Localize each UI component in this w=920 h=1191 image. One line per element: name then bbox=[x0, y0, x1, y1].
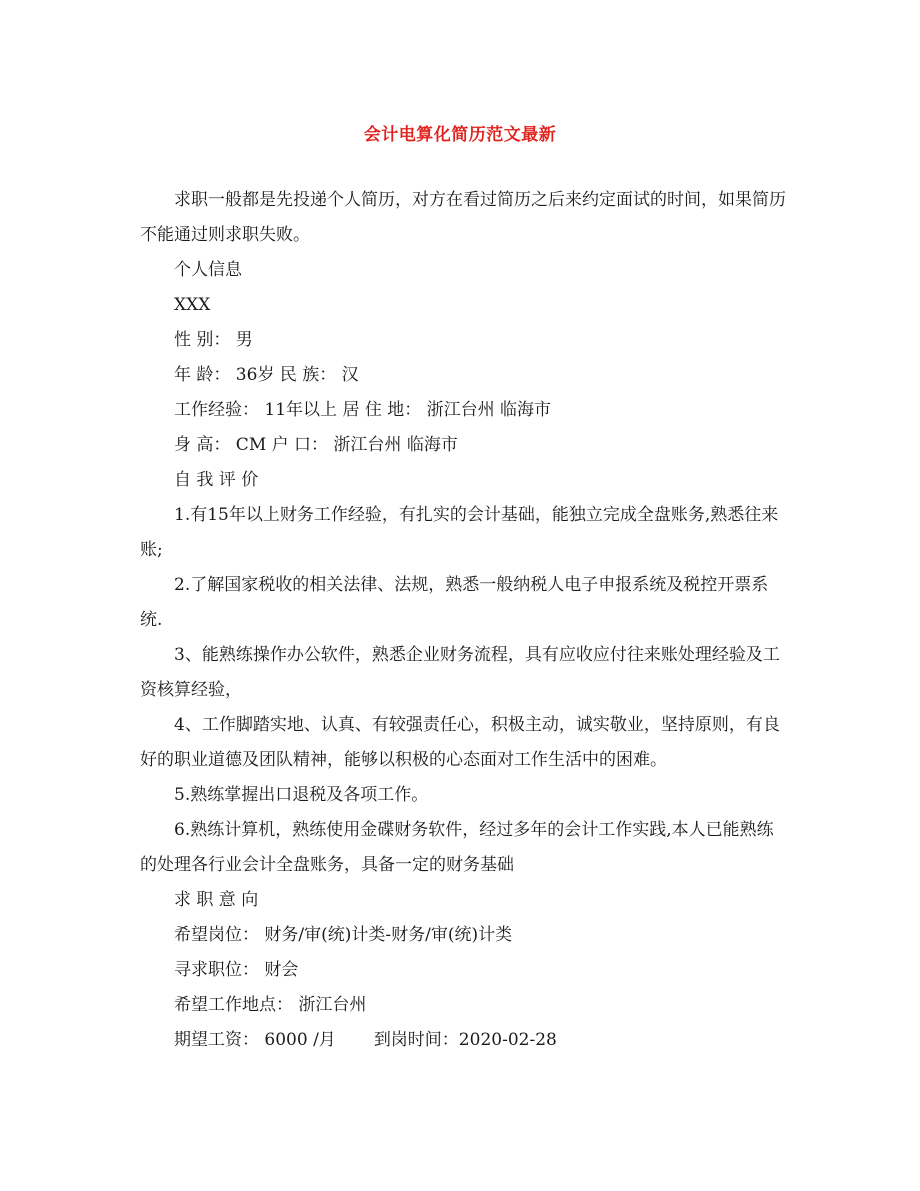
seeking-position-line: 寻求职位： 财会 bbox=[174, 960, 299, 980]
self-evaluation-item: 5.熟练掌握出口退税及各项工作。 bbox=[174, 785, 429, 805]
height-hukou-line: 身 高： CM 户 口： 浙江台州 临海市 bbox=[174, 435, 458, 455]
self-evaluation-item: 4、工作脚踏实地、认真、有较强责任心，积极主动，诚实敬业，坚持原则，有良好的职业道德及团队精神，能够以积极的心态面对工作生活中的困难。 bbox=[140, 715, 780, 770]
document-title: 会计电算化简历范文最新 bbox=[363, 125, 557, 145]
document-body bbox=[140, 183, 790, 1058]
self-evaluation-item: 2.了解国家税收的相关法律、法规，熟悉一般纳税人电子申报系统及税控开票系统. bbox=[140, 575, 769, 630]
name-line: XXX bbox=[174, 295, 211, 315]
expected-salary: 期望工资： 6000 /月 bbox=[174, 1030, 336, 1050]
personal-info-heading: 个人信息 bbox=[174, 260, 242, 280]
start-date: 到岗时间：2020-02-28 bbox=[373, 1030, 557, 1050]
job-intention-heading: 求 职 意 向 bbox=[174, 890, 259, 910]
self-evaluation-heading: 自 我 评 价 bbox=[174, 470, 259, 490]
age-ethnicity-line: 年 龄： 36岁 民 族： 汉 bbox=[174, 365, 359, 385]
intro-paragraph: 求职一般都是先投递个人简历，对方在看过简历之后来约定面试的时间，如果简历不能通过则求职失败。 bbox=[140, 190, 786, 245]
gender-line: 性 别： 男 bbox=[174, 330, 253, 350]
desired-position-line: 希望岗位： 财务/审(统)计类-财务/审(统)计类 bbox=[174, 925, 513, 945]
self-evaluation-item: 1.有15年以上财务工作经验，有扎实的会计基础，能独立完成全盘账务,熟悉往来账; bbox=[140, 505, 779, 560]
salary-start-line bbox=[140, 1023, 790, 1058]
desired-location-line: 希望工作地点： 浙江台州 bbox=[174, 995, 367, 1015]
self-evaluation-item: 3、能熟练操作办公软件，熟悉企业财务流程，具有应收应付往来账处理经验及工资核算经验， bbox=[140, 645, 780, 700]
experience-residence-line: 工作经验： 11年以上 居 住 地： 浙江台州 临海市 bbox=[174, 400, 552, 420]
self-evaluation-item: 6.熟练计算机，熟练使用金碟财务软件，经过多年的会计工作实践,本人已能熟练的处理各行业会计全盘账务，具备一定的财务基础 bbox=[140, 820, 774, 875]
